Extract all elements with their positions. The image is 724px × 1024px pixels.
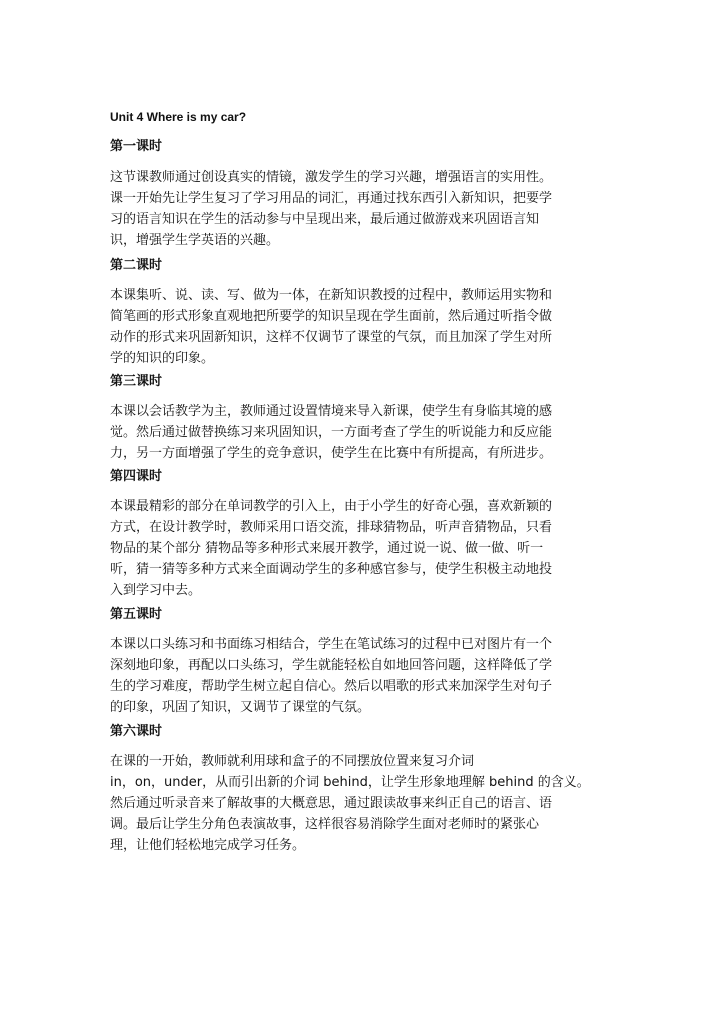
paragraph-line: 听，猜一猜等多种方式来全面调动学生的多种感官参与，使学生积极主动地投 [110, 562, 553, 577]
paragraph-line: 本课集听、说、读、写、做为一体，在新知识教授的过程中，教师运用实物和 [110, 288, 553, 303]
lesson-6-heading: 第六课时 [110, 724, 163, 739]
paragraph-line: 本课以会话教学为主，教师通过设置情境来导入新课，使学生有身临其境的感 [110, 404, 553, 419]
lesson-1-paragraph [110, 167, 620, 251]
paragraph-line: 物品的某个部分 猜物品等多种形式来展开教学，通过说一说、做一做、听一 [110, 541, 544, 556]
paragraph-line: in，on，under，从而引出新的介词 behind，让学生形象地理解 behind 的含义。 [110, 775, 590, 790]
lesson-5-heading: 第五课时 [110, 607, 163, 622]
lesson-1-heading: 第一课时 [110, 139, 163, 154]
paragraph-line: 生的学习难度，帮助学生树立起自信心。然后以唱歌的形式来加深学生对句子 [110, 679, 553, 694]
paragraph-line: 动作的形式来巩固新知识，这样不仅调节了课堂的气氛，而且加深了学生对所 [110, 330, 553, 345]
lesson-4-heading: 第四课时 [110, 469, 163, 484]
paragraph-line: 理，让他们轻松地完成学习任务。 [110, 838, 306, 853]
lesson-3-heading: 第三课时 [110, 374, 163, 389]
paragraph-line: 入到学习中去。 [110, 583, 202, 598]
paragraph-line: 力，另一方面增强了学生的竞争意识，使学生在比赛中有所提高，有所进步。 [110, 446, 553, 461]
paragraph-line: 方式，在设计教学时，教师采用口语交流，排球猜物品，听声音猜物品，只看 [110, 520, 553, 535]
paragraph-line: 识，增强学生学英语的兴趣。 [110, 233, 280, 248]
paragraph-line: 在课的一开始，教师就利用球和盒子的不同摆放位置来复习介词 [110, 754, 475, 769]
paragraph-line: 学的知识的印象。 [110, 351, 215, 366]
lesson-4-paragraph [110, 496, 620, 601]
paragraph-line: 调。最后让学生分角色表演故事，这样很容易消除学生面对老师时的紧张心 [110, 817, 540, 832]
paragraph-line: 的印象，巩固了知识，又调节了课堂的气氛。 [110, 700, 371, 715]
lesson-3-paragraph [110, 401, 620, 464]
paragraph-line: 深刻地印象，再配以口头练习，学生就能轻松自如地回答问题，这样降低了学 [110, 658, 553, 673]
paragraph-line: 课一开始先让学生复习了学习用品的词汇，再通过找东西引入新知识，把要学 [110, 191, 553, 206]
paragraph-line: 觉。然后通过做替换练习来巩固知识，一方面考查了学生的听说能力和反应能 [110, 425, 553, 440]
paragraph-line: 然后通过听录音来了解故事的大概意思，通过跟读故事来纠正自己的语言、语 [110, 796, 553, 811]
paragraph-line: 本课最精彩的部分在单词教学的引入上，由于小学生的好奇心强，喜欢新颖的 [110, 499, 553, 514]
paragraph-line: 习的语言知识在学生的活动参与中呈现出来，最后通过做游戏来巩固语言知 [110, 212, 540, 227]
lesson-2-paragraph [110, 285, 620, 369]
document-title: Unit 4 Where is my car? [110, 110, 247, 124]
paragraph-line: 这节课教师通过创设真实的情镜，激发学生的学习兴趣，增强语言的实用性。 [110, 170, 553, 185]
paragraph-line: 本课以口头练习和书面练习相结合，学生在笔试练习的过程中已对图片有一个 [110, 637, 553, 652]
lesson-6-paragraph [110, 751, 620, 856]
paragraph-line: 简笔画的形式形象直观地把所要学的知识呈现在学生面前，然后通过听指令做 [110, 309, 553, 324]
lesson-5-paragraph [110, 634, 620, 718]
lesson-2-heading: 第二课时 [110, 258, 163, 273]
